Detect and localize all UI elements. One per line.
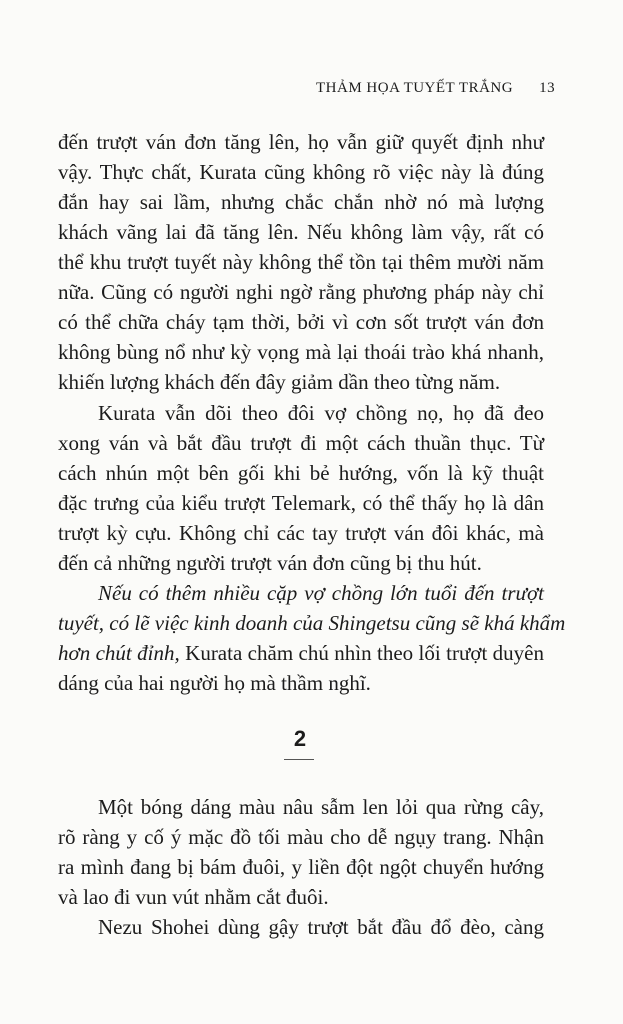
italic-span: hơn chút đỉnh, [58, 641, 180, 665]
text-line: xong ván và bắt đầu trượt đi một cách thuần thục. Từ [58, 431, 544, 455]
text-line: nữa. Cũng có người nghi ngờ rằng phương pháp này chỉ [58, 280, 544, 304]
text-line: có thể chữa cháy tạm thời, bởi vì cơn sốt trượt ván đơn [58, 310, 544, 334]
text-line: đến cả những người trượt ván đơn cũng bị thu hút. [58, 551, 482, 575]
text-line: trượt kỳ cựu. Không chỉ các tay trượt ván đôi khác, mà [58, 521, 544, 545]
paragraph-2 [58, 398, 544, 578]
paragraph-5 [58, 912, 544, 942]
paragraph-4 [58, 792, 544, 912]
text-line: cách nhún một bên gối khi bẻ hướng, vốn là kỹ thuật [58, 461, 544, 485]
text-line: khiến lượng khách đến đây giảm dần theo từng năm. [58, 370, 501, 394]
text-line: Kurata vẫn dõi theo đôi vợ chồng nọ, họ đã đeo [98, 401, 544, 425]
text-line: không bùng nổ như kỳ vọng mà lại thoái trào khá nhanh, [58, 340, 544, 364]
page-number: 13 [539, 80, 556, 96]
text-line: đặc trưng của kiểu trượt Telemark, có thể thấy họ là dân [58, 491, 544, 515]
text-line: rõ ràng y cố ý mặc đồ tối màu cho dễ ngụy trang. Nhận [58, 825, 544, 849]
text-line: đến trượt ván đơn tăng lên, họ vẫn giữ quyết định như [58, 130, 544, 154]
text-line: ra mình đang bị bám đuôi, y liền đột ngột chuyển hướng [58, 855, 544, 879]
text-line: Nếu có thêm nhiều cặp vợ chồng lớn tuổi đến trượt [98, 581, 544, 605]
text-line [58, 638, 544, 668]
book-title: THẢM HỌA TUYẾT TRẮNG [316, 80, 514, 96]
text-line: tuyết, có lẽ việc kinh doanh của Shingetsu cũng sẽ khá khẩm [58, 611, 566, 635]
running-header [316, 80, 556, 97]
paragraph-3 [58, 578, 566, 698]
text-line: và lao đi vun vút nhằm cắt đuôi. [58, 885, 329, 909]
chapter-number: 2 [293, 726, 307, 751]
paragraph-1 [58, 127, 544, 397]
text-line: đắn hay sai lầm, nhưng chắc chắn nhờ nó mà lượng [58, 190, 544, 214]
text-line: Một bóng dáng màu nâu sẫm len lỏi qua rừng cây, [98, 795, 544, 819]
text-span: Kurata chăm chú nhìn theo lối trượt duyên [179, 641, 544, 665]
text-line: thể khu trượt tuyết này không thể tồn tại thêm mười năm [58, 250, 544, 274]
text-line: vậy. Thực chất, Kurata cũng không rõ việc này là đúng [58, 160, 544, 184]
text-line: Nezu Shohei dùng gậy trượt bắt đầu đổ đèo, càng [98, 915, 544, 939]
text-line: dáng của hai người họ mà thầm nghĩ. [58, 671, 371, 695]
chapter-underline [284, 759, 314, 760]
text-line: khách vãng lai đã tăng lên. Nếu không làm vậy, rất có [58, 220, 544, 244]
